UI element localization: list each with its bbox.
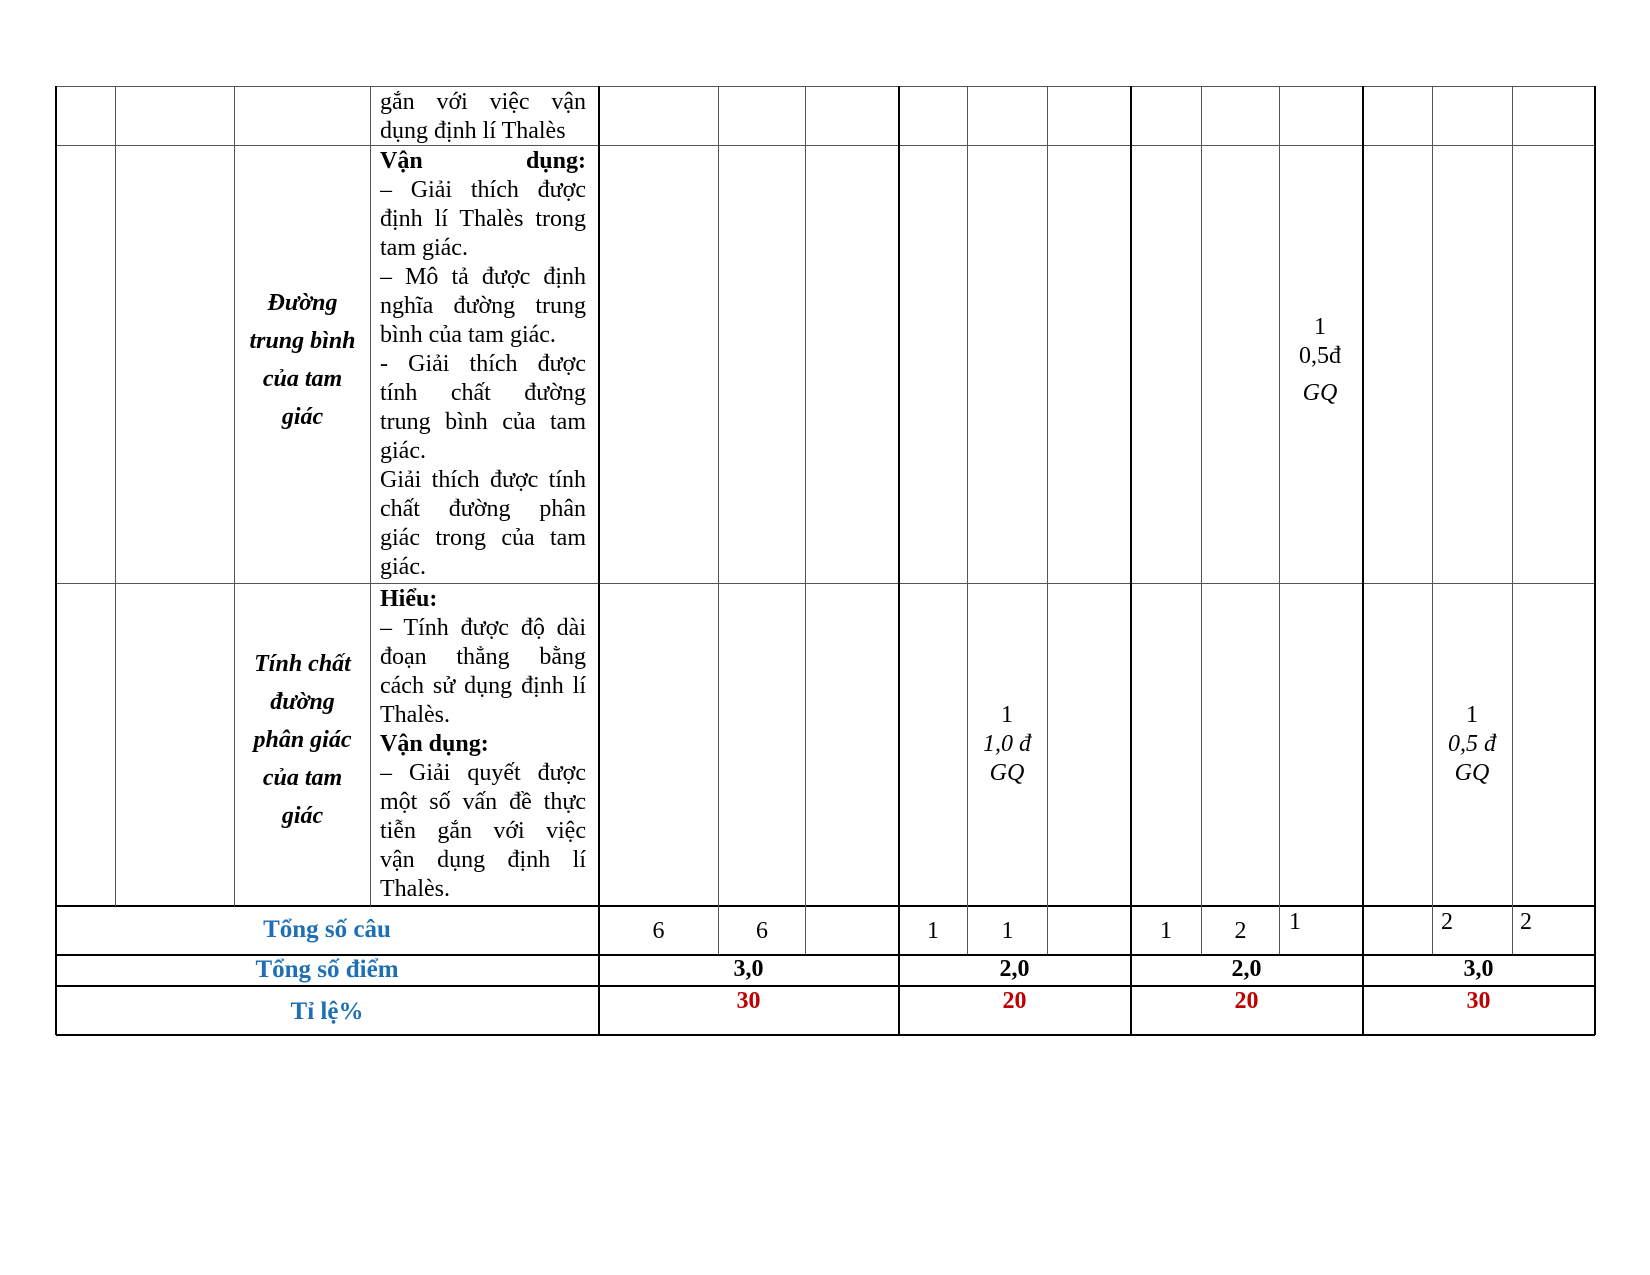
description-line: - Giải thích được <box>380 351 586 377</box>
grid-line <box>1201 86 1202 954</box>
description-line: định lí Thalès trong <box>380 206 586 232</box>
total-questions-value: 6 <box>756 918 768 944</box>
description-line: Hiểu: <box>380 586 438 612</box>
grid-line <box>1594 86 1596 1035</box>
grid-line <box>55 86 57 1035</box>
grid-line <box>56 583 1595 584</box>
grid-line <box>967 86 968 954</box>
grid-line <box>1432 86 1433 954</box>
grid-line <box>1279 86 1280 954</box>
topic-line: giác <box>281 404 324 430</box>
topic-line: đường <box>270 689 335 715</box>
grid-line <box>370 86 371 906</box>
description-line: tam giác. <box>380 235 468 261</box>
total-questions-label: Tổng số câu <box>263 916 391 943</box>
description-line: – Giải thích được <box>380 177 586 203</box>
cell-count: 1 <box>1466 702 1478 728</box>
description-line: Thalès. <box>380 876 450 902</box>
topic-line: phân giác <box>253 727 352 753</box>
total-points-label: Tổng số điểm <box>255 956 399 983</box>
description-continuation <box>380 88 586 146</box>
grid-line <box>598 86 600 1035</box>
description-line: Giải thích được tính <box>380 467 586 493</box>
cell-count: 1 <box>1001 702 1013 728</box>
grid-line <box>56 145 1595 146</box>
description-line: bình của tam giác. <box>380 322 556 348</box>
description-line: – Mô tả được định <box>380 264 586 290</box>
description-line: dụng định lí Thalès <box>380 118 566 144</box>
topic-tinh-chat-phan-giac <box>236 645 369 835</box>
grid-line <box>56 86 1595 87</box>
description-line: gắn với việc vận <box>380 89 586 115</box>
description-line: trung bình của tam <box>380 409 586 435</box>
ratio-value: 30 <box>1466 988 1491 1014</box>
total-points-value: 2,0 <box>1231 956 1262 982</box>
description-line: giác. <box>380 438 426 464</box>
topic-line: Tính chất <box>254 651 351 677</box>
grid-line <box>56 1034 1595 1036</box>
total-questions-value: 2 <box>1441 909 1453 935</box>
description-line: – Giải quyết được <box>380 760 586 786</box>
description-line: giác trong của tam <box>380 525 586 551</box>
cell-score: 0,5đ <box>1299 343 1341 369</box>
topic-duong-trung-binh <box>236 284 369 436</box>
ratio-value: 30 <box>736 988 761 1014</box>
description-line: nghĩa đường trung <box>380 293 586 319</box>
description-tinh-chat-phan-giac <box>380 585 586 904</box>
total-questions-value: 1 <box>1289 909 1301 935</box>
grid-line <box>898 86 900 1035</box>
topic-line: trung bình <box>249 328 356 354</box>
description-line: Thalès. <box>380 702 450 728</box>
grid-line <box>718 86 719 954</box>
total-points-value: 3,0 <box>733 956 764 982</box>
topic-line: của tam <box>262 366 343 392</box>
total-questions-value: 1 <box>1160 918 1172 944</box>
total-questions-value: 2 <box>1234 918 1247 944</box>
cell-competency: GQ <box>1302 380 1338 406</box>
topic-line: của tam <box>262 765 343 791</box>
description-line: đoạn thẳng bằng <box>380 644 586 670</box>
description-line: tính chất đường <box>380 380 586 406</box>
grid-line <box>1362 86 1364 1035</box>
cell-competency: GQ <box>1454 760 1490 786</box>
grid-line <box>115 86 116 906</box>
ratio-value: 20 <box>1002 988 1027 1014</box>
grid-line <box>1130 86 1132 1035</box>
total-questions-value: 1 <box>1001 918 1014 944</box>
grid-line <box>805 86 806 954</box>
description-line: chất đường phân <box>380 496 586 522</box>
description-line: Vận dụng: <box>380 148 586 174</box>
total-questions-value: 6 <box>652 918 665 944</box>
ratio-value: 20 <box>1234 988 1259 1014</box>
grid-line <box>1512 86 1513 954</box>
description-line: vận dụng định lí <box>380 847 586 873</box>
grid-line <box>234 86 235 906</box>
total-points-value: 2,0 <box>999 956 1030 982</box>
description-duong-trung-binh <box>380 147 586 582</box>
grid-line <box>56 905 1595 907</box>
grid-line <box>1047 86 1048 954</box>
description-line: giác. <box>380 554 426 580</box>
total-points-value: 3,0 <box>1463 956 1494 982</box>
description-line: một số vấn đề thực <box>380 789 586 815</box>
cell-score: 1,0 đ <box>983 731 1031 757</box>
description-line: tiễn gắn với việc <box>380 818 586 844</box>
ratio-label: Tỉ lệ% <box>290 998 364 1025</box>
cell-score: 0,5 đ <box>1448 731 1496 757</box>
topic-line: Đường <box>267 290 338 316</box>
cell-count: 1 <box>1314 314 1326 340</box>
total-questions-value: 2 <box>1520 909 1532 935</box>
topic-line: giác <box>281 803 324 829</box>
description-line: cách sử dụng định lí <box>380 673 586 699</box>
cell-competency: GQ <box>989 760 1025 786</box>
description-line: – Tính được độ dài <box>380 615 586 641</box>
total-questions-value: 1 <box>927 918 939 944</box>
description-line: Vận dụng: <box>380 731 489 757</box>
